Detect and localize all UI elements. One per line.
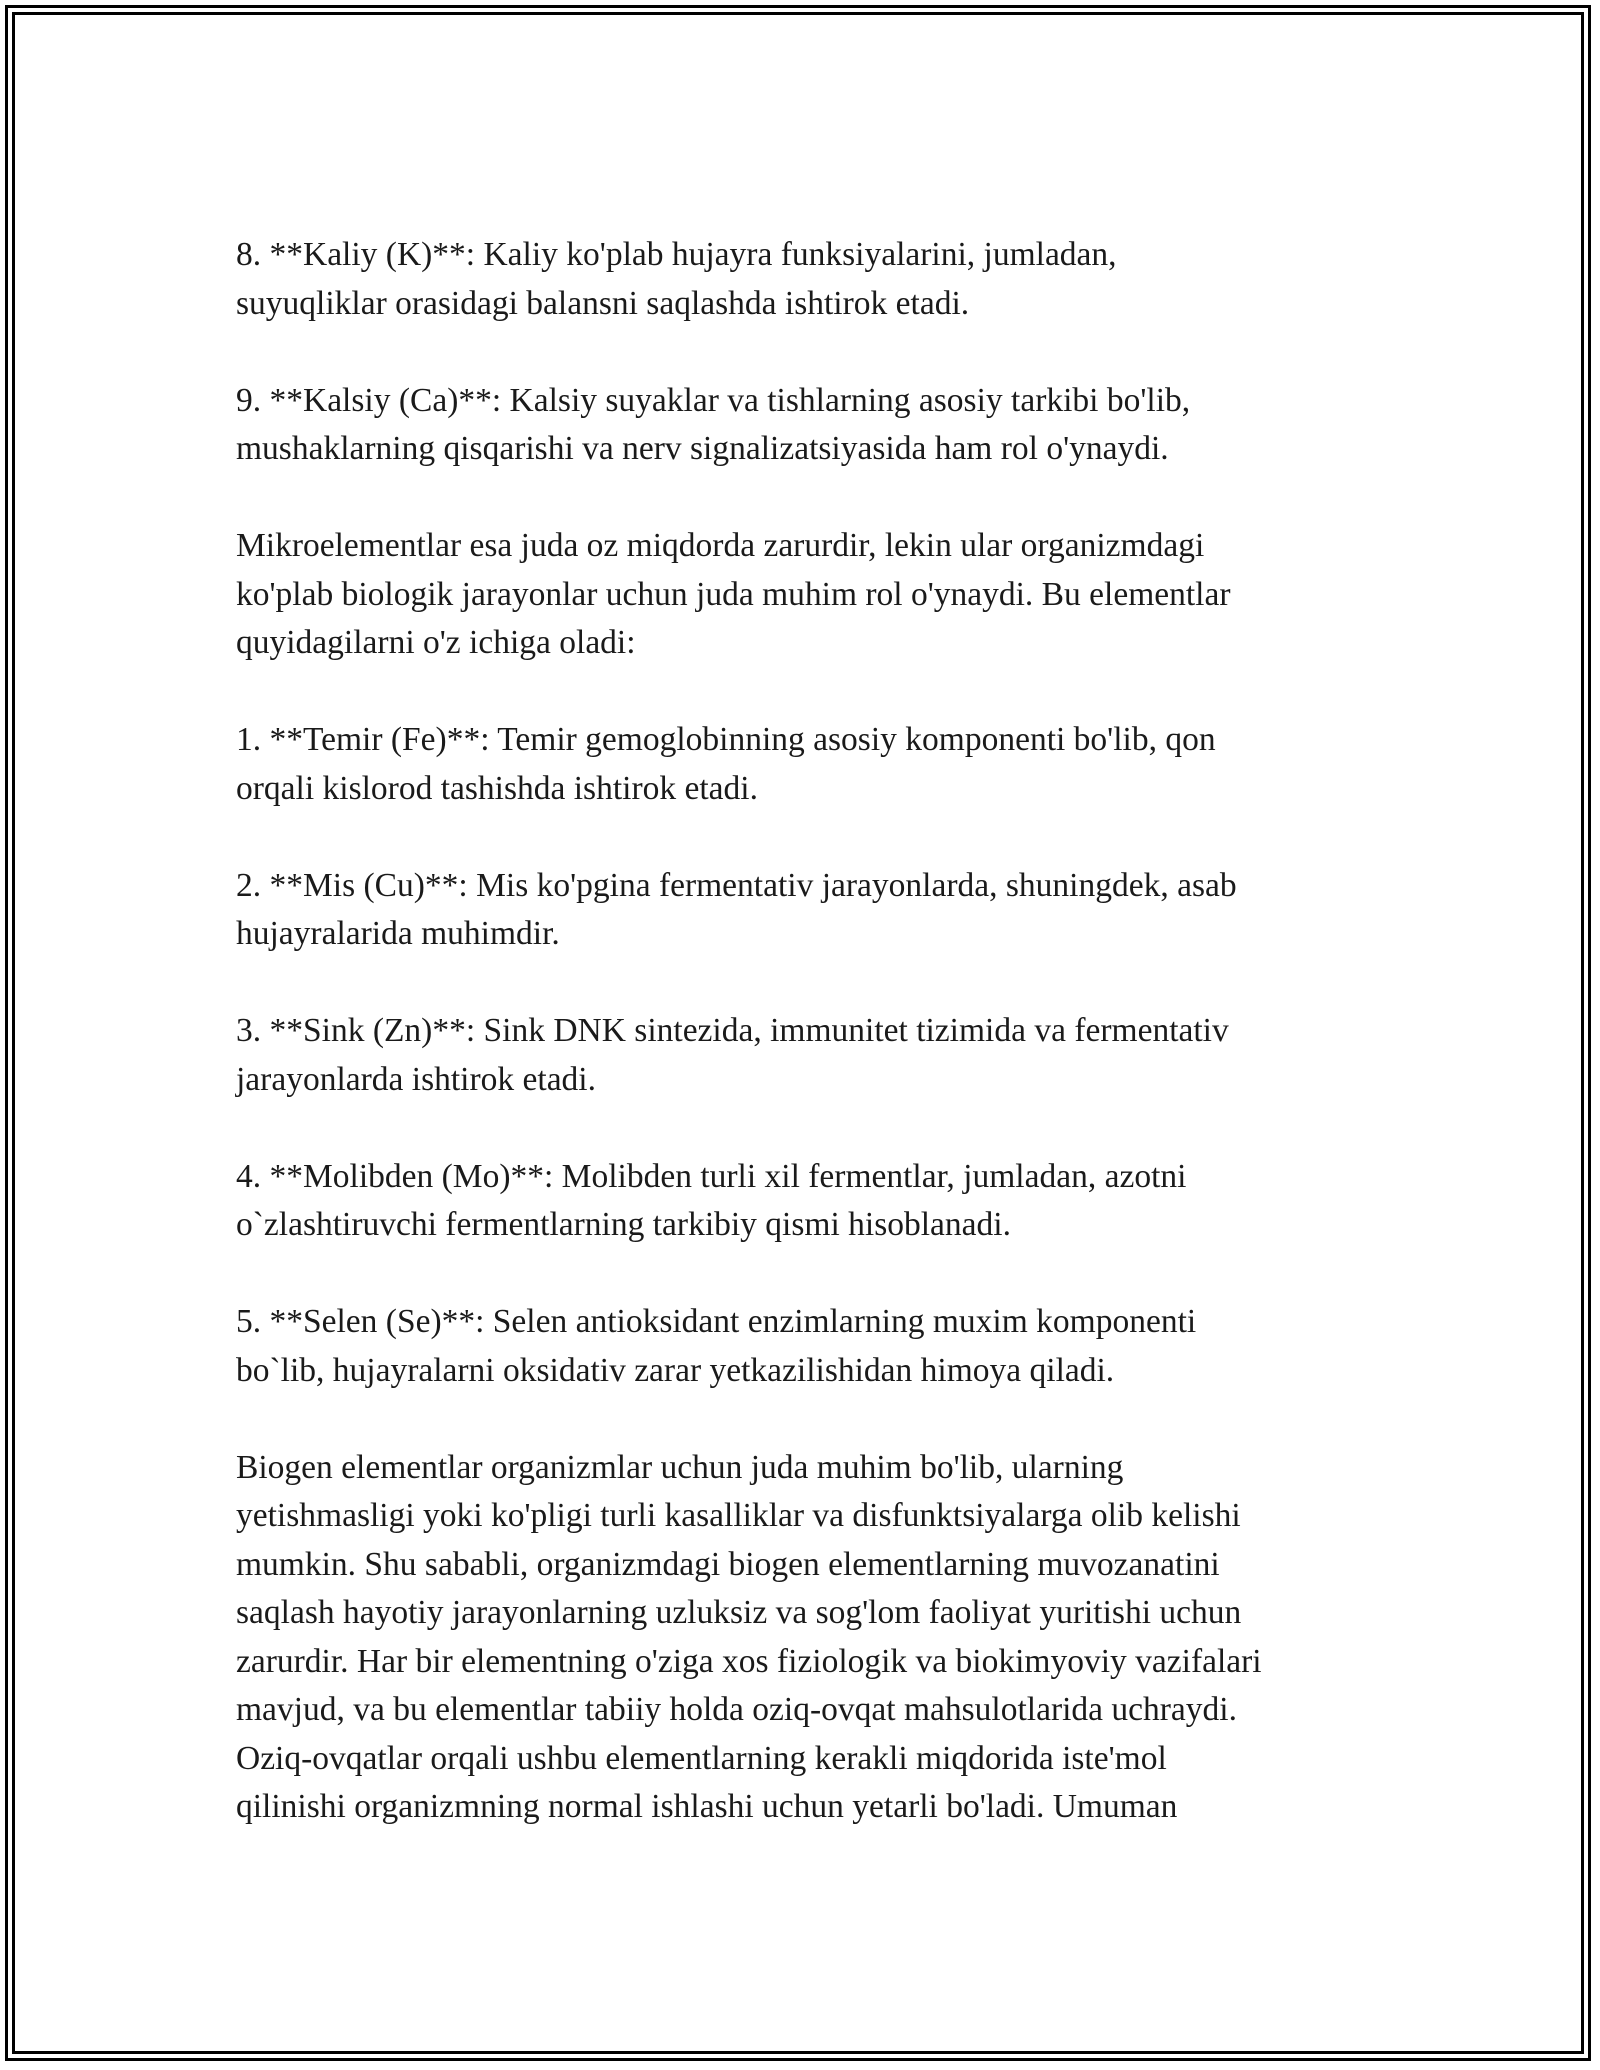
list-item-temir: 1. **Temir (Fe)**: Temir gemoglobinning asosiy komponenti bo'lib, qon orqali kislorod tashishda ishtirok etadi.	[236, 721, 1216, 807]
list-item-kaliy: 8. **Kaliy (K)**: Kaliy ko'plab hujayra funksiyalarini, jumladan, suyuqliklar orasidagi balansni saqlashda ishtirok etadi.	[236, 236, 1117, 322]
list-item-sink: 3. **Sink (Zn)**: Sink DNK sintezida, immunitet tizimida va fermentativ jarayonlarda ishtirok etadi.	[236, 1012, 1229, 1098]
list-item-mis: 2. **Mis (Cu)**: Mis ko'pgina fermentativ jarayonlarda, shuningdek, asab hujayralarida muhimdir.	[236, 866, 1237, 952]
list-item-kalsiy: 9. **Kalsiy (Ca)**: Kalsiy suyaklar va tishlarning asosiy tarkibi bo'lib, mushaklarning qisqarishi va nerv signalizatsiyasida ham rol o'ynaydi.	[236, 381, 1191, 467]
document-body	[236, 231, 1396, 1832]
list-item-selen: 5. **Selen (Se)**: Selen antioksidant enzimlarning muxim komponenti bo`lib, hujayralarni oksidativ zarar yetkazilishidan himoya qiladi.	[236, 1303, 1197, 1389]
paragraph-biogen-elementlar: Biogen elementlar organizmlar uchun juda muhim bo'lib, ularning yetishmasligi yoki ko'pligi turli kasalliklar va disfunktsiyalarga olib kelishi mumkin. Shu sababli, organizmdagi biogen elementlarning muvozanatini saqlash hayotiy jarayonlarning uzluksiz va sog'lom faoliyat yuritishi uchun zarurdir. Har bir elementning o'ziga xos fiziologik va biokimyoviy vazifalari mavjud, va bu elementlar tabiiy holda oziq-ovqat mahsulotlarida uchraydi. Oziq-ovqatlar orqali ushbu elementlarning kerakli miqdorida iste'mol qilinishi organizmning normal ishlashi uchun yetarli bo'ladi. Umuman	[236, 1448, 1262, 1825]
paragraph-mikroelementlar: Mikroelementlar esa juda oz miqdorda zarurdir, lekin ular organizmdagi ko'plab biologik jarayonlar uchun juda muhim rol o'ynaydi. Bu elementlar quyidagilarni o'z ichiga oladi:	[236, 527, 1231, 661]
list-item-molibden: 4. **Molibden (Mo)**: Molibden turli xil fermentlar, jumladan, azotni o`zlashtiruvchi fermentlarning tarkibiy qismi hisoblanadi.	[236, 1157, 1187, 1243]
